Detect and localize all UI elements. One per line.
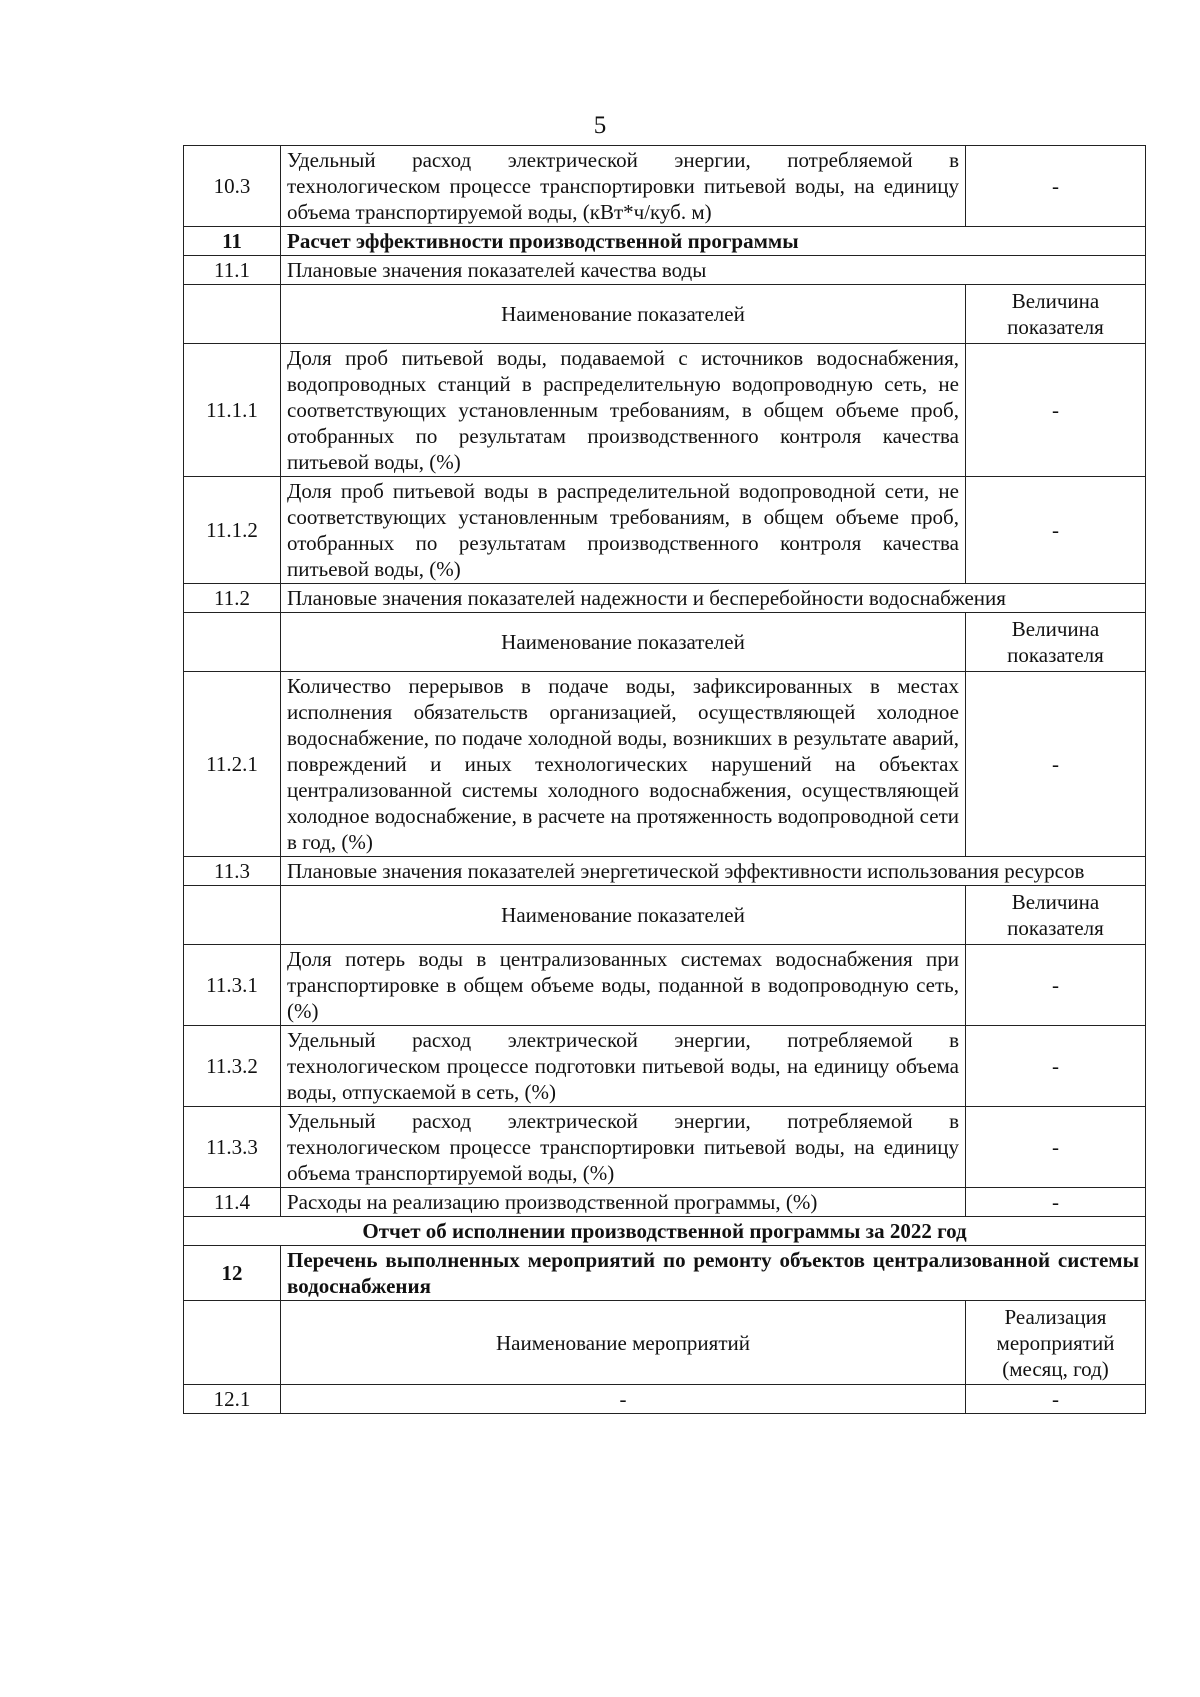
indicator-name-header: Наименование показателей bbox=[281, 613, 966, 672]
event-text: - bbox=[281, 1385, 966, 1414]
report-title: Отчет об исполнении производственной программы за 2022 год bbox=[184, 1217, 1146, 1246]
subsection-title: Плановые значения показателей надежности и бесперебойности водоснабжения bbox=[281, 584, 1146, 613]
subsection-row bbox=[184, 857, 1146, 886]
empty-cell bbox=[184, 886, 281, 945]
subsection-number: 11.1 bbox=[184, 256, 281, 285]
table-row bbox=[184, 1385, 1146, 1414]
row-number: 11.3.3 bbox=[184, 1107, 281, 1188]
indicator-value-header: Величина показателя bbox=[966, 285, 1146, 344]
event-realization-header: Реализация мероприятий (месяц, год) bbox=[966, 1301, 1146, 1385]
indicator-value: - bbox=[966, 1026, 1146, 1107]
header-row bbox=[184, 1301, 1146, 1385]
subsection-title: Плановые значения показателей энергетической эффективности использования ресурсов bbox=[281, 857, 1146, 886]
page-number: 5 bbox=[593, 112, 607, 139]
empty-cell bbox=[184, 613, 281, 672]
row-number: 10.3 bbox=[184, 146, 281, 227]
table-row bbox=[184, 672, 1146, 857]
indicator-value: - bbox=[966, 1107, 1146, 1188]
row-number: 12.1 bbox=[184, 1385, 281, 1414]
table-row bbox=[184, 1107, 1146, 1188]
subsection-number: 11.3 bbox=[184, 857, 281, 886]
table-row bbox=[184, 1026, 1146, 1107]
event-name-header: Наименование мероприятий bbox=[281, 1301, 966, 1385]
event-value: - bbox=[966, 1385, 1146, 1414]
table-row bbox=[184, 344, 1146, 477]
indicator-text: Доля проб питьевой воды, подаваемой с источников водоснабжения, водопроводных станций в распределительную водопроводную сеть, не соответствующих установленным требованиям, в общем объеме проб, отобранных по результатам производственного контроля качества питьевой воды, (%) bbox=[281, 344, 966, 477]
row-number: 11.2.1 bbox=[184, 672, 281, 857]
section-title: Расчет эффективности производственной программы bbox=[281, 227, 1146, 256]
table-row bbox=[184, 1188, 1146, 1217]
report-title-row bbox=[184, 1217, 1146, 1246]
section-number: 12 bbox=[184, 1246, 281, 1301]
indicator-text: Количество перерывов в подаче воды, зафиксированных в местах исполнения обязательств организацией, осуществляющей холодное водоснабжение, по подаче холодной воды, возникших в результате аварий, повреждений и иных технологических нарушений на объектах централизованной системы холодного водоснабжения, осуществляющей холодное водоснабжение, в расчете на протяженность водопроводной сети в год, (%) bbox=[281, 672, 966, 857]
indicator-value: - bbox=[966, 344, 1146, 477]
table-row bbox=[184, 945, 1146, 1026]
indicator-value: - bbox=[966, 477, 1146, 584]
indicator-name-header: Наименование показателей bbox=[281, 285, 966, 344]
row-number: 11.1.2 bbox=[184, 477, 281, 584]
subsection-number: 11.2 bbox=[184, 584, 281, 613]
section-number: 11 bbox=[184, 227, 281, 256]
indicator-value: - bbox=[966, 945, 1146, 1026]
header-row bbox=[184, 613, 1146, 672]
row-number: 11.3.2 bbox=[184, 1026, 281, 1107]
subsection-title: Плановые значения показателей качества воды bbox=[281, 256, 1146, 285]
indicator-value-header: Величина показателя bbox=[966, 613, 1146, 672]
empty-cell bbox=[184, 1301, 281, 1385]
section-row bbox=[184, 1246, 1146, 1301]
row-number: 11.4 bbox=[184, 1188, 281, 1217]
subsection-row bbox=[184, 256, 1146, 285]
indicator-value: - bbox=[966, 672, 1146, 857]
table-row bbox=[184, 146, 1146, 227]
indicator-value: - bbox=[966, 1188, 1146, 1217]
indicator-text: Удельный расход электрической энергии, потребляемой в технологическом процессе транспортировки питьевой воды, на единицу объема транспортируемой воды, (%) bbox=[281, 1107, 966, 1188]
indicator-text: Расходы на реализацию производственной программы, (%) bbox=[281, 1188, 966, 1217]
section-title: Перечень выполненных мероприятий по ремонту объектов централизованной системы водоснабжения bbox=[281, 1246, 1146, 1301]
indicator-value: - bbox=[966, 146, 1146, 227]
header-row bbox=[184, 886, 1146, 945]
indicator-name-header: Наименование показателей bbox=[281, 886, 966, 945]
indicator-text: Удельный расход электрической энергии, потребляемой в технологическом процессе подготовки питьевой воды, на единицу объема воды, отпускаемой в сеть, (%) bbox=[281, 1026, 966, 1107]
row-number: 11.3.1 bbox=[184, 945, 281, 1026]
header-row bbox=[184, 285, 1146, 344]
table-row bbox=[184, 477, 1146, 584]
indicator-value-header: Величина показателя bbox=[966, 886, 1146, 945]
section-row bbox=[184, 227, 1146, 256]
indicator-text: Удельный расход электрической энергии, потребляемой в технологическом процессе транспортировки питьевой воды, на единицу объема транспортируемой воды, (кВт*ч/куб. м) bbox=[281, 146, 966, 227]
subsection-row bbox=[184, 584, 1146, 613]
indicator-text: Доля проб питьевой воды в распределительной водопроводной сети, не соответствующих установленным требованиям, в общем объеме проб, отобранных по результатам производственного контроля качества питьевой воды, (%) bbox=[281, 477, 966, 584]
row-number: 11.1.1 bbox=[184, 344, 281, 477]
production-program-table bbox=[183, 145, 1146, 1414]
empty-cell bbox=[184, 285, 281, 344]
indicator-text: Доля потерь воды в централизованных системах водоснабжения при транспортировке в общем объеме воды, поданной в водопроводную сеть, (%) bbox=[281, 945, 966, 1026]
